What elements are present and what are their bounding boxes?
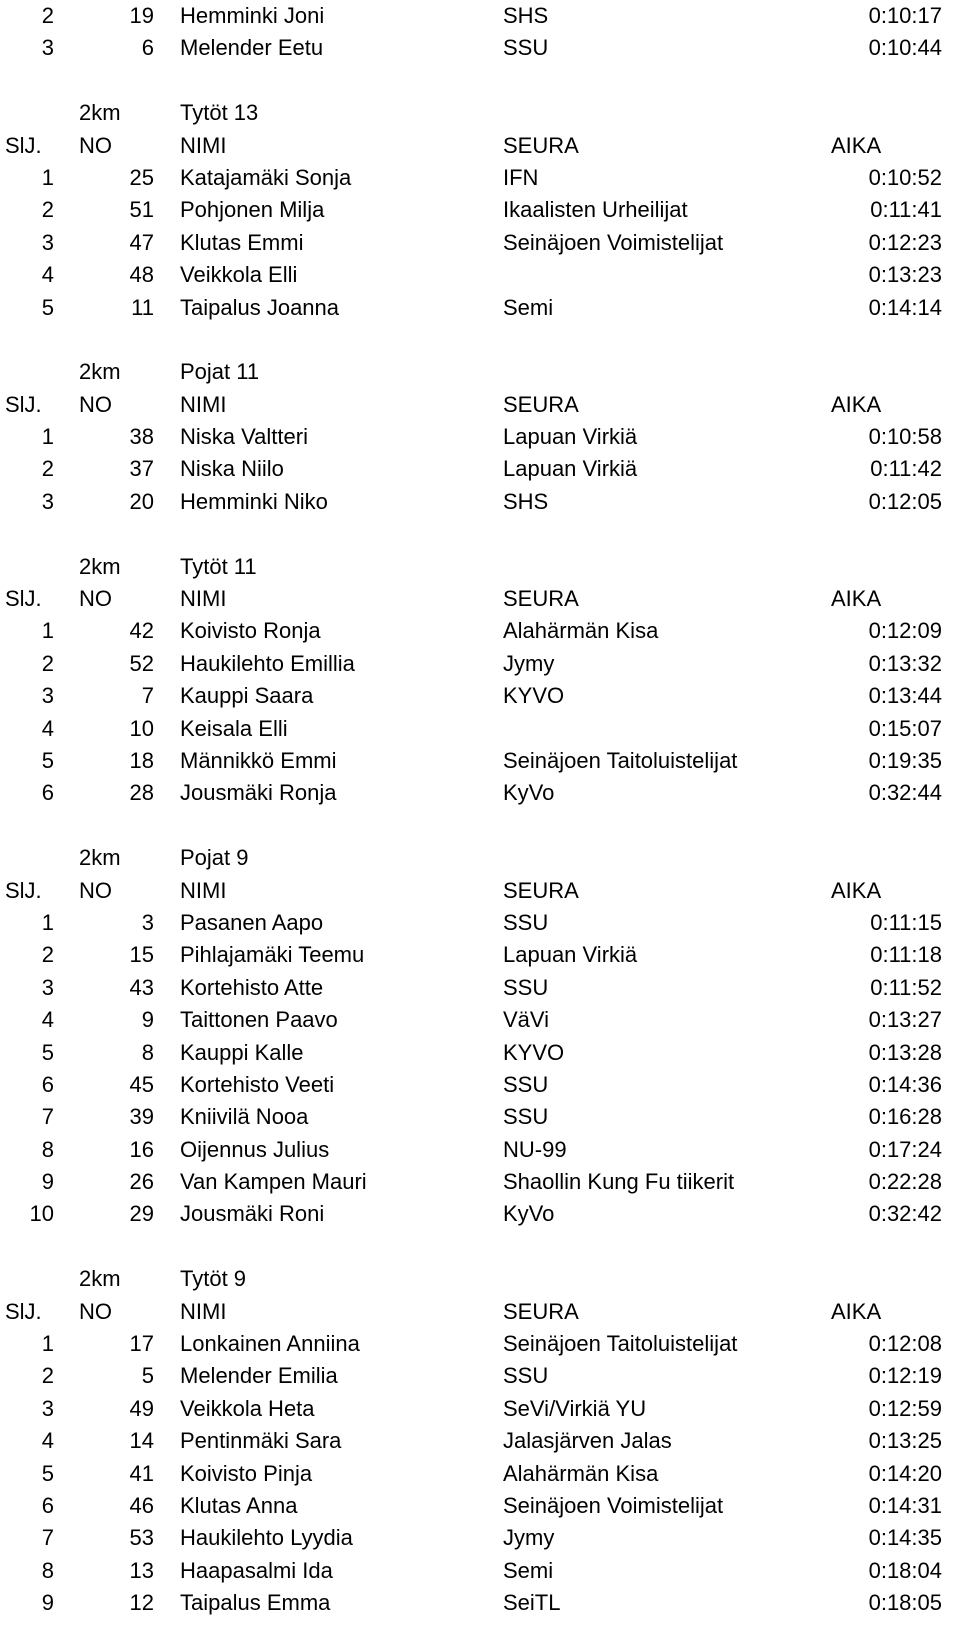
time-cell: 0:15:07 — [868, 715, 942, 741]
result-row — [0, 453, 960, 485]
bib-number-cell: 25 — [129, 164, 154, 190]
position-cell: 2 — [41, 1363, 54, 1389]
club-cell: Jalasjärven Jalas — [503, 1428, 672, 1454]
name-cell: Niska Valtteri — [180, 424, 308, 450]
bib-number-cell: 3 — [141, 909, 154, 935]
bib-number-cell: 26 — [129, 1169, 154, 1195]
time-cell: 0:22:28 — [868, 1169, 942, 1195]
club-cell: Seinäjoen Voimistelijat — [503, 229, 724, 255]
bib-number-cell: 10 — [129, 715, 154, 741]
bib-number-cell: 29 — [129, 1201, 154, 1227]
club-cell: SeiTL — [503, 1590, 561, 1616]
result-row — [0, 713, 960, 745]
position-cell: 4 — [41, 715, 54, 741]
time-cell: 0:11:41 — [870, 197, 942, 223]
name-cell: Taipalus Joanna — [180, 294, 340, 320]
bib-number-cell: 37 — [129, 456, 154, 482]
result-row — [0, 907, 960, 939]
position-cell: 9 — [41, 1590, 54, 1616]
time-cell: 0:11:15 — [870, 909, 942, 935]
bib-number-cell: 12 — [129, 1590, 154, 1616]
category-section — [0, 518, 960, 810]
bib-number-cell: 19 — [129, 3, 154, 28]
position-cell: 7 — [41, 1104, 54, 1130]
category-label: Pojat 11 — [180, 359, 260, 385]
bib-number-cell: 11 — [131, 294, 154, 320]
club-cell: SSU — [503, 1104, 549, 1130]
bib-number-cell: 45 — [129, 1071, 154, 1097]
time-cell: 0:13:28 — [868, 1039, 942, 1065]
header-position: SlJ. — [5, 391, 42, 417]
time-cell: 0:16:28 — [868, 1104, 942, 1130]
time-cell: 0:11:18 — [870, 942, 942, 968]
name-cell: Männikkö Emmi — [180, 747, 337, 773]
category-label: Tytöt 13 — [180, 100, 259, 126]
result-row — [0, 1360, 960, 1392]
position-cell: 5 — [41, 747, 54, 773]
position-cell: 1 — [41, 618, 54, 644]
position-cell: 1 — [41, 909, 54, 935]
position-cell: 4 — [41, 1428, 54, 1454]
club-cell: Semi — [503, 1557, 554, 1583]
header-position: SlJ. — [5, 1298, 42, 1324]
name-cell: Haapasalmi Ida — [180, 1557, 333, 1583]
bib-number-cell: 47 — [129, 229, 154, 255]
name-cell: Kniivilä Nooa — [180, 1104, 309, 1130]
name-cell: Oijennus Julius — [180, 1136, 330, 1162]
club-cell: Alahärmän Kisa — [503, 1460, 659, 1486]
club-cell: KyVo — [503, 780, 555, 806]
column-header-row — [0, 130, 960, 162]
name-cell: Hemminki Niko — [180, 488, 328, 514]
bib-number-cell: 39 — [129, 1104, 154, 1130]
time-cell: 0:14:35 — [868, 1525, 942, 1551]
club-cell: NU-99 — [503, 1136, 567, 1162]
result-row — [0, 615, 960, 647]
position-cell: 8 — [41, 1136, 54, 1162]
club-cell: Shaollin Kung Fu tiikerit — [503, 1169, 735, 1195]
header-club: SEURA — [503, 877, 579, 903]
bib-number-cell: 6 — [141, 35, 154, 61]
name-cell: Jousmäki Roni — [180, 1201, 325, 1227]
bib-number-cell: 8 — [141, 1039, 154, 1065]
result-row — [0, 1101, 960, 1133]
distance-label: 2km — [79, 553, 121, 579]
club-cell: Lapuan Virkiä — [503, 942, 638, 968]
time-cell: 0:17:24 — [868, 1136, 942, 1162]
column-header-row — [0, 1296, 960, 1328]
time-cell: 0:12:59 — [868, 1395, 942, 1421]
time-cell: 0:13:32 — [868, 650, 942, 676]
position-cell: 3 — [41, 229, 54, 255]
result-row — [0, 162, 960, 194]
bib-number-cell: 28 — [129, 780, 154, 806]
distance-label: 2km — [79, 100, 121, 126]
result-row — [0, 486, 960, 518]
result-row — [0, 1198, 960, 1230]
time-cell: 0:14:20 — [868, 1460, 942, 1486]
category-section — [0, 1231, 960, 1620]
time-cell: 0:32:44 — [868, 780, 942, 806]
time-cell: 0:13:27 — [868, 1007, 942, 1033]
club-cell: Jymy — [503, 1525, 555, 1551]
result-row — [0, 227, 960, 259]
bib-number-cell: 7 — [141, 683, 154, 709]
result-row — [0, 1328, 960, 1360]
time-cell: 0:18:04 — [868, 1557, 942, 1583]
position-cell: 7 — [41, 1525, 54, 1551]
name-cell: Klutas Emmi — [180, 229, 304, 255]
header-position: SlJ. — [5, 877, 42, 903]
time-cell: 0:13:44 — [868, 683, 942, 709]
result-row — [0, 1037, 960, 1069]
time-cell: 0:12:23 — [868, 229, 942, 255]
bib-number-cell: 46 — [129, 1492, 154, 1518]
club-cell: Alahärmän Kisa — [503, 618, 659, 644]
club-cell: KyVo — [503, 1201, 555, 1227]
header-name: NIMI — [180, 586, 227, 612]
position-cell: 6 — [41, 1492, 54, 1518]
time-cell: 0:13:25 — [868, 1428, 942, 1454]
header-name: NIMI — [180, 1298, 227, 1324]
category-section — [0, 810, 960, 1231]
position-cell: 4 — [41, 262, 54, 288]
header-number: NO — [79, 132, 112, 158]
bib-number-cell: 41 — [129, 1460, 154, 1486]
time-cell: 0:10:17 — [868, 3, 942, 28]
club-cell: Seinäjoen Taitoluistelijat — [503, 747, 738, 773]
category-section — [0, 324, 960, 518]
distance-label: 2km — [79, 359, 121, 385]
position-cell: 3 — [41, 35, 54, 61]
header-time: AIKA — [831, 586, 882, 612]
time-cell: 0:14:31 — [868, 1492, 942, 1518]
time-cell: 0:32:42 — [868, 1201, 942, 1227]
spacer — [0, 65, 960, 97]
result-row — [0, 1425, 960, 1457]
time-cell: 0:12:05 — [868, 488, 942, 514]
header-position: SlJ. — [5, 132, 42, 158]
name-cell: Melender Emilia — [180, 1363, 338, 1389]
column-header-row — [0, 389, 960, 421]
category-label: Pojat 9 — [180, 845, 249, 871]
bib-number-cell: 51 — [129, 197, 154, 223]
name-cell: Kortehisto Veeti — [180, 1071, 335, 1097]
header-club: SEURA — [503, 586, 579, 612]
result-row — [0, 1069, 960, 1101]
name-cell: Pihlajamäki Teemu — [180, 942, 365, 968]
time-cell: 0:12:19 — [868, 1363, 942, 1389]
header-club: SEURA — [503, 391, 579, 417]
club-cell: SSU — [503, 909, 549, 935]
club-cell: SeVi/Virkiä YU — [503, 1395, 647, 1421]
header-number: NO — [79, 391, 112, 417]
name-cell: Pentinmäki Sara — [180, 1428, 342, 1454]
header-time: AIKA — [831, 132, 882, 158]
header-name: NIMI — [180, 877, 227, 903]
position-cell: 3 — [41, 488, 54, 514]
club-cell: Ikaalisten Urheilijat — [503, 197, 688, 223]
result-row — [0, 648, 960, 680]
time-cell: 0:12:09 — [868, 618, 942, 644]
position-cell: 1 — [41, 164, 54, 190]
club-cell: Seinäjoen Voimistelijat — [503, 1492, 724, 1518]
position-cell: 4 — [41, 1007, 54, 1033]
result-row — [0, 194, 960, 226]
position-cell: 6 — [41, 780, 54, 806]
result-row — [0, 1522, 960, 1554]
position-cell: 1 — [41, 1331, 54, 1357]
club-cell: Jymy — [503, 650, 555, 676]
name-cell: Haukilehto Emillia — [180, 650, 355, 676]
time-cell: 0:10:58 — [868, 424, 942, 450]
position-cell: 3 — [41, 1395, 54, 1421]
header-number: NO — [79, 1298, 112, 1324]
position-cell: 5 — [41, 294, 54, 320]
name-cell: Katajamäki Sonja — [180, 164, 352, 190]
name-cell: Niska Niilo — [180, 456, 284, 482]
category-label: Tytöt 9 — [180, 1266, 247, 1292]
position-cell: 3 — [41, 974, 54, 1000]
header-club: SEURA — [503, 132, 579, 158]
name-cell: Lonkainen Anniina — [180, 1331, 360, 1357]
bib-number-cell: 17 — [129, 1331, 154, 1357]
position-cell: 2 — [41, 197, 54, 223]
result-row — [0, 1555, 960, 1587]
name-cell: Klutas Anna — [180, 1492, 298, 1518]
bib-number-cell: 53 — [129, 1525, 154, 1551]
header-position: SlJ. — [5, 586, 42, 612]
spacer — [0, 1231, 960, 1263]
header-name: NIMI — [180, 132, 227, 158]
bib-number-cell: 43 — [129, 974, 154, 1000]
bib-number-cell: 14 — [129, 1428, 154, 1454]
name-cell: Melender Eetu — [180, 35, 324, 61]
result-row — [0, 259, 960, 291]
result-row — [0, 680, 960, 712]
header-time: AIKA — [831, 877, 882, 903]
result-row — [0, 1587, 960, 1619]
name-cell: Koivisto Ronja — [180, 618, 321, 644]
time-cell: 0:11:52 — [870, 974, 942, 1000]
club-cell: SSU — [503, 974, 549, 1000]
result-row — [0, 32, 960, 64]
result-row — [0, 939, 960, 971]
club-cell: SHS — [503, 488, 549, 514]
club-cell: SSU — [503, 1071, 549, 1097]
section-title — [0, 551, 960, 583]
distance-label: 2km — [79, 1266, 121, 1292]
section-title — [0, 356, 960, 388]
club-cell: Semi — [503, 294, 554, 320]
club-cell: Lapuan Virkiä — [503, 456, 638, 482]
bib-number-cell: 38 — [129, 424, 154, 450]
result-row — [0, 1458, 960, 1490]
column-header-row — [0, 583, 960, 615]
result-row — [0, 292, 960, 324]
bib-number-cell: 20 — [129, 488, 154, 514]
bib-number-cell: 52 — [129, 650, 154, 676]
position-cell: 5 — [41, 1039, 54, 1065]
section-title — [0, 97, 960, 129]
result-row — [0, 421, 960, 453]
time-cell: 0:13:23 — [868, 262, 942, 288]
bib-number-cell: 5 — [141, 1363, 154, 1389]
name-cell: Hemminki Joni — [180, 3, 325, 28]
position-cell: 8 — [41, 1557, 54, 1583]
name-cell: Pohjonen Milja — [180, 197, 325, 223]
header-club: SEURA — [503, 1298, 579, 1324]
name-cell: Veikkola Heta — [180, 1395, 315, 1421]
club-cell: SSU — [503, 35, 549, 61]
position-cell: 6 — [41, 1071, 54, 1097]
club-cell: KYVO — [503, 683, 565, 709]
time-cell: 0:14:36 — [868, 1071, 942, 1097]
bib-number-cell: 16 — [129, 1136, 154, 1162]
name-cell: Jousmäki Ronja — [180, 780, 337, 806]
position-cell: 3 — [41, 683, 54, 709]
position-cell: 10 — [29, 1201, 54, 1227]
time-cell: 0:11:42 — [870, 456, 942, 482]
club-cell: IFN — [503, 164, 539, 190]
time-cell: 0:14:14 — [868, 294, 942, 320]
section-title — [0, 1263, 960, 1295]
result-row — [0, 745, 960, 777]
name-cell: Kauppi Kalle — [180, 1039, 304, 1065]
club-cell: Lapuan Virkiä — [503, 424, 638, 450]
spacer — [0, 810, 960, 842]
position-cell: 2 — [41, 650, 54, 676]
name-cell: Haukilehto Lyydia — [180, 1525, 353, 1551]
result-row — [0, 972, 960, 1004]
name-cell: Taittonen Paavo — [180, 1007, 338, 1033]
name-cell: Kortehisto Atte — [180, 974, 324, 1000]
result-row — [0, 1490, 960, 1522]
bib-number-cell: 9 — [141, 1007, 154, 1033]
name-cell: Veikkola Elli — [180, 262, 298, 288]
bib-number-cell: 13 — [129, 1557, 154, 1583]
name-cell: Van Kampen Mauri — [180, 1169, 367, 1195]
bib-number-cell: 18 — [129, 747, 154, 773]
section-title — [0, 842, 960, 874]
header-number: NO — [79, 877, 112, 903]
result-row — [0, 0, 960, 32]
header-name: NIMI — [180, 391, 227, 417]
name-cell: Taipalus Emma — [180, 1590, 331, 1616]
result-row — [0, 1393, 960, 1425]
bib-number-cell: 42 — [129, 618, 154, 644]
name-cell: Keisala Elli — [180, 715, 288, 741]
name-cell: Pasanen Aapo — [180, 909, 324, 935]
distance-label: 2km — [79, 845, 121, 871]
position-cell: 1 — [41, 424, 54, 450]
position-cell: 9 — [41, 1169, 54, 1195]
club-cell: SHS — [503, 3, 549, 28]
club-cell: SSU — [503, 1363, 549, 1389]
header-time: AIKA — [831, 391, 882, 417]
bib-number-cell: 48 — [129, 262, 154, 288]
position-cell: 2 — [41, 942, 54, 968]
category-label: Tytöt 11 — [180, 553, 257, 579]
time-cell: 0:19:35 — [868, 747, 942, 773]
header-time: AIKA — [831, 1298, 882, 1324]
time-cell: 0:18:05 — [868, 1590, 942, 1616]
result-row — [0, 1134, 960, 1166]
position-cell: 2 — [41, 3, 54, 28]
time-cell: 0:10:44 — [868, 35, 942, 61]
category-section — [0, 65, 960, 324]
column-header-row — [0, 875, 960, 907]
position-cell: 5 — [41, 1460, 54, 1486]
spacer — [0, 518, 960, 550]
spacer — [0, 324, 960, 356]
bib-number-cell: 49 — [129, 1395, 154, 1421]
time-cell: 0:12:08 — [868, 1331, 942, 1357]
header-number: NO — [79, 586, 112, 612]
name-cell: Kauppi Saara — [180, 683, 314, 709]
club-cell: Seinäjoen Taitoluistelijat — [503, 1331, 738, 1357]
club-cell: KYVO — [503, 1039, 565, 1065]
result-row — [0, 1166, 960, 1198]
position-cell: 2 — [41, 456, 54, 482]
club-cell: VäVi — [503, 1007, 550, 1033]
result-row — [0, 777, 960, 809]
bib-number-cell: 15 — [129, 942, 154, 968]
time-cell: 0:10:52 — [868, 164, 942, 190]
name-cell: Koivisto Pinja — [180, 1460, 313, 1486]
result-row — [0, 1004, 960, 1036]
